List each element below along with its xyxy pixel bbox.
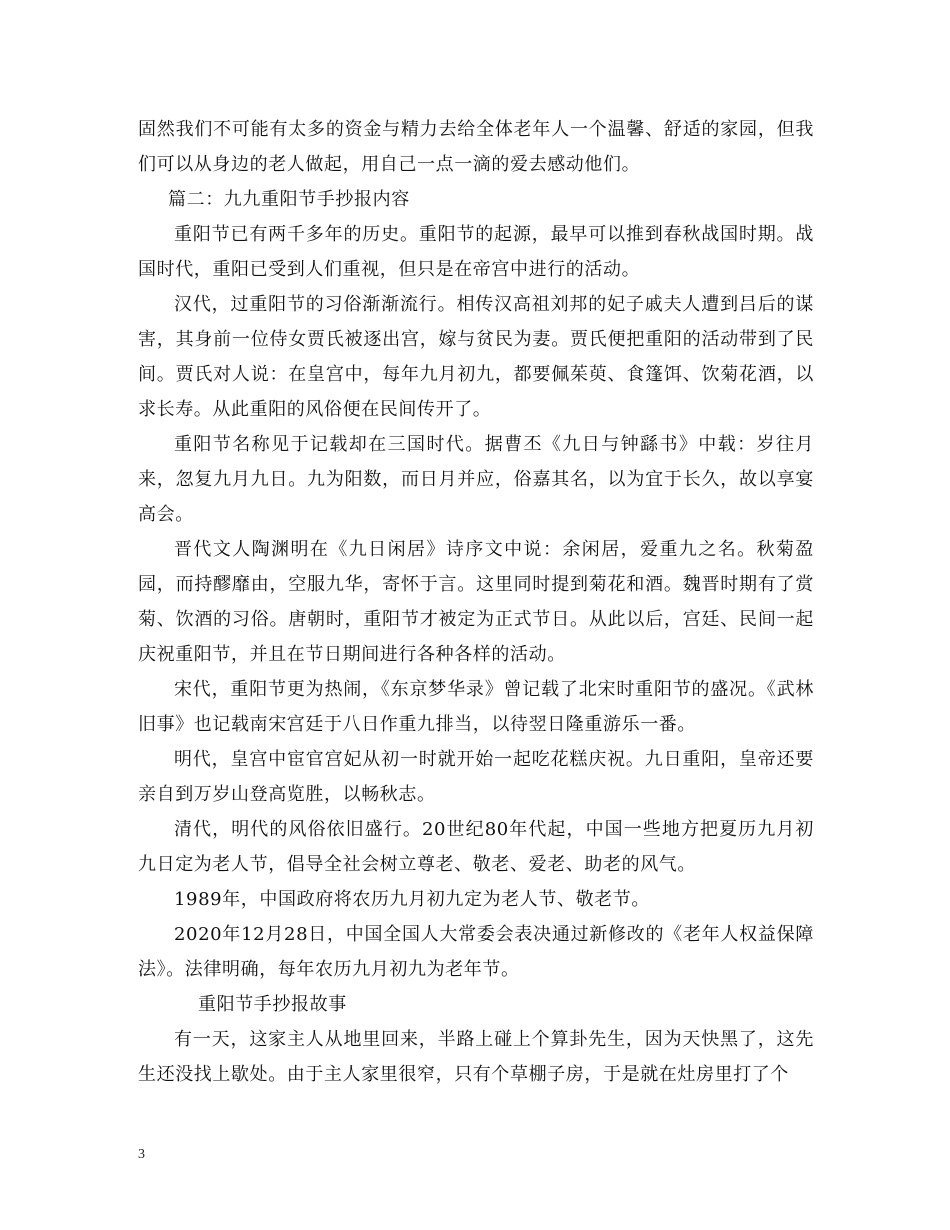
page-number: 3 <box>138 1147 145 1162</box>
document-body <box>138 112 814 1092</box>
paragraph-2020-law: 2020年12月28日，中国全国人大常委会表决通过新修改的《老年人权益保障法》。法律明确，每年农历九月初九为老年节。 <box>138 924 814 980</box>
section-heading-story: 重阳节手抄报故事 <box>198 994 347 1015</box>
paragraph-intro-continuation: 固然我们不可能有太多的资金与精力去给全体老年人一个温馨、舒适的家园，但我们可以从身边的老人做起，用自己一点一滴的爱去感动他们。 <box>138 119 814 175</box>
paragraph-qing-dynasty: 清代，明代的风俗依旧盛行。20世纪80年代起，中国一些地方把夏历九月初九日定为老人节，倡导全社会树立尊老、敬老、爱老、助老的风气。 <box>138 819 814 875</box>
paragraph-song-dynasty: 宋代，重阳节更为热闹，《东京梦华录》曾记载了北宋时重阳节的盛况。《武林旧事》也记载南宋宫廷于八日作重九排当，以待翌日隆重游乐一番。 <box>138 679 814 735</box>
section-heading-part-two: 篇二：九九重阳节手抄报内容 <box>168 189 410 210</box>
paragraph-han-dynasty: 汉代，过重阳节的习俗渐渐流行。相传汉高祖刘邦的妃子戚夫人遭到吕后的谋害，其身前一位侍女贾氏被逐出宫，嫁与贫民为妻。贾氏便把重阳的活动带到了民间。贾氏对人说：在皇宫中，每年九月初九，都要佩茱萸、食篷饵、饮菊花酒，以求长寿。从此重阳的风俗便在民间传开了。 <box>138 294 814 420</box>
paragraph-jin-dynasty: 晋代文人陶渊明在《九日闲居》诗序文中说：余闲居，爱重九之名。秋菊盈园，而持醪靡由，空服九华，寄怀于言。这里同时提到菊花和酒。魏晋时期有了赏菊、饮酒的习俗。唐朝时，重阳节才被定为正式节日。从此以后，宫廷、民间一起庆祝重阳节，并且在节日期间进行各种各样的活动。 <box>138 539 814 665</box>
paragraph-three-kingdoms: 重阳节名称见于记载却在三国时代。据曹丕《九日与钟繇书》中载：岁往月来，忽复九月九日。九为阳数，而日月并应，俗嘉其名，以为宜于长久，故以享宴高会。 <box>138 434 814 525</box>
paragraph-story: 有一天，这家主人从地里回来，半路上碰上个算卦先生，因为天快黑了，这先生还没找上歇处。由于主人家里很窄，只有个草棚子房，于是就在灶房里打了个 <box>138 1029 814 1085</box>
paragraph-ming-dynasty: 明代，皇宫中宦官宫妃从初一时就开始一起吃花糕庆祝。九日重阳，皇帝还要亲自到万岁山登高览胜，以畅秋志。 <box>138 749 814 805</box>
paragraph-history: 重阳节已有两千多年的历史。重阳节的起源，最早可以推到春秋战国时期。战国时代，重阳已受到人们重视，但只是在帝宫中进行的活动。 <box>138 224 814 280</box>
paragraph-1989: 1989年，中国政府将农历九月初九定为老人节、敬老节。 <box>174 889 651 910</box>
